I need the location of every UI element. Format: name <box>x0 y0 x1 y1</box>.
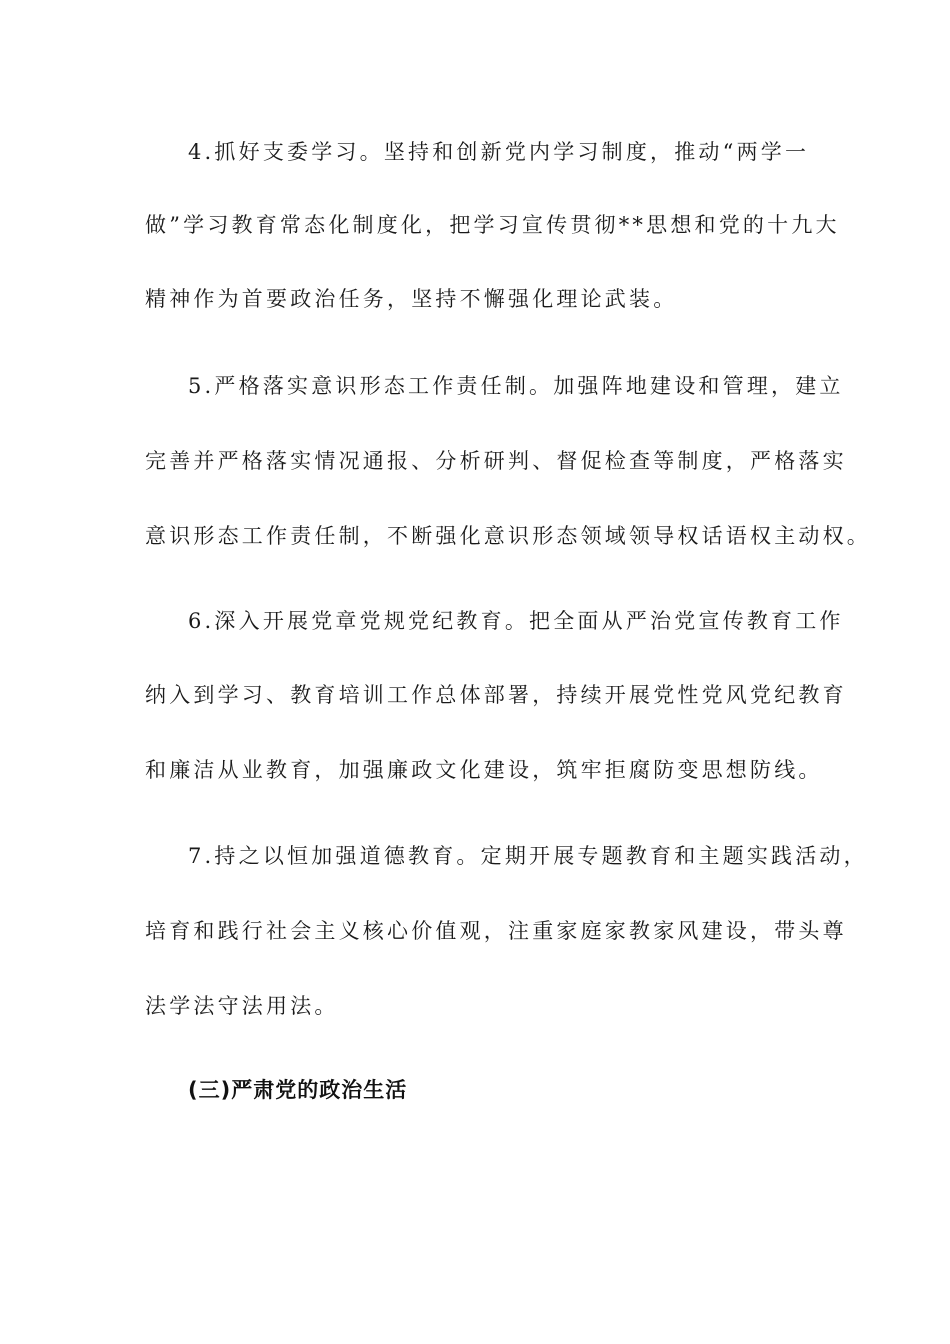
section-heading: (三)严肃党的政治生活 <box>188 1078 408 1102</box>
paragraph-4-line-2: 做”学习教育常态化制度化，把学习宣传贯彻**思想和党的十九大 <box>145 213 840 237</box>
paragraph-7-line-1: 7.持之以恒加强道德教育。定期开展专题教育和主题实践活动， <box>188 844 868 868</box>
paragraph-5-line-1: 5.严格落实意识形态工作责任制。加强阵地建设和管理，建立 <box>188 374 844 398</box>
paragraph-7-line-2: 培育和践行社会主义核心价值观，注重家庭家教家风建设，带头尊 <box>145 919 847 943</box>
paragraph-6-line-2: 纳入到学习、教育培训工作总体部署，持续开展党性党风党纪教育 <box>145 683 847 707</box>
paragraph-6-line-3: 和廉洁从业教育，加强廉政文化建设，筑牢拒腐防变思想防线。 <box>145 758 823 782</box>
paragraph-6-line-1: 6.深入开展党章党规党纪教育。把全面从严治党宣传教育工作 <box>188 609 844 633</box>
paragraph-4-line-3: 精神作为首要政治任务，坚持不懈强化理论武装。 <box>145 287 678 311</box>
paragraph-7-line-3: 法学法守法用法。 <box>145 994 339 1018</box>
paragraph-4-line-1: 4.抓好支委学习。坚持和创新党内学习制度，推动“两学一 <box>188 140 810 164</box>
paragraph-5-line-3: 意识形态工作责任制，不断强化意识形态领域领导权话语权主动权。 <box>145 524 871 548</box>
paragraph-5-line-2: 完善并严格落实情况通报、分析研判、督促检查等制度，严格落实 <box>145 449 847 473</box>
